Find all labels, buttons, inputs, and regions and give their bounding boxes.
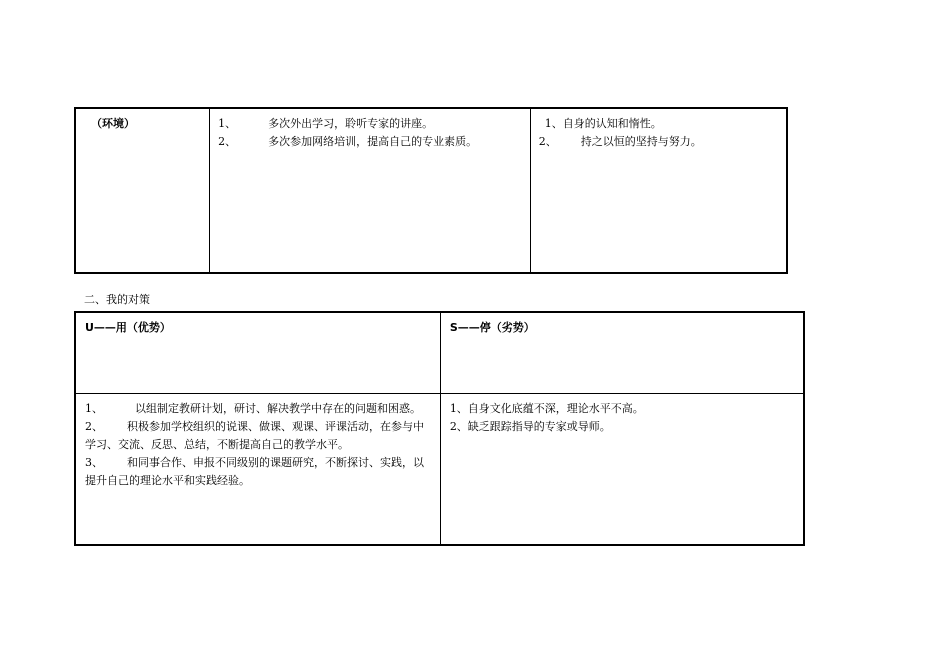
strength-line: 3、 和同事合作、申报不同级别的课题研究，不断探讨、实践，以	[85, 456, 424, 469]
strength-line: 提升自己的理论水平和实践经验。	[85, 474, 250, 487]
opportunities-cell	[210, 108, 531, 273]
weakness-line: 2、缺乏跟踪指导的专家或导师。	[449, 420, 611, 433]
strengths-header-cell	[75, 312, 440, 394]
strategy-table	[74, 311, 805, 546]
weaknesses-body-cell	[440, 394, 804, 546]
environment-label-cell	[75, 108, 210, 273]
threats-cell	[530, 108, 787, 273]
weaknesses-header-cell	[440, 312, 804, 394]
environment-table	[74, 107, 788, 274]
strength-line: 1、 以组制定教研计划，研讨、解决教学中存在的问题和困惑。	[85, 402, 421, 415]
opportunity-item: 1、 多次外出学习，聆听专家的讲座。	[218, 117, 434, 130]
strengths-header: U——用（优势）	[85, 321, 171, 334]
weaknesses-header: S——停（劣势）	[449, 321, 535, 334]
environment-label: （环境）	[91, 117, 135, 130]
threat-item: 1、自身的认知和惰性。	[544, 117, 662, 130]
weakness-line: 1、自身文化底蕴不深，理论水平不高。	[449, 402, 644, 415]
strengths-body-cell	[75, 394, 440, 546]
strength-line: 2、 积极参加学校组织的说课、做课、观课、评课活动，在参与中	[85, 420, 424, 433]
section-title: 二、我的对策	[84, 293, 150, 306]
opportunity-item: 2、 多次参加网络培训，提高自己的专业素质。	[218, 135, 478, 148]
threat-item: 2、 持之以恒的坚持与努力。	[538, 135, 702, 148]
strength-line: 学习、交流、反思、总结，不断提高自己的教学水平。	[85, 438, 349, 451]
